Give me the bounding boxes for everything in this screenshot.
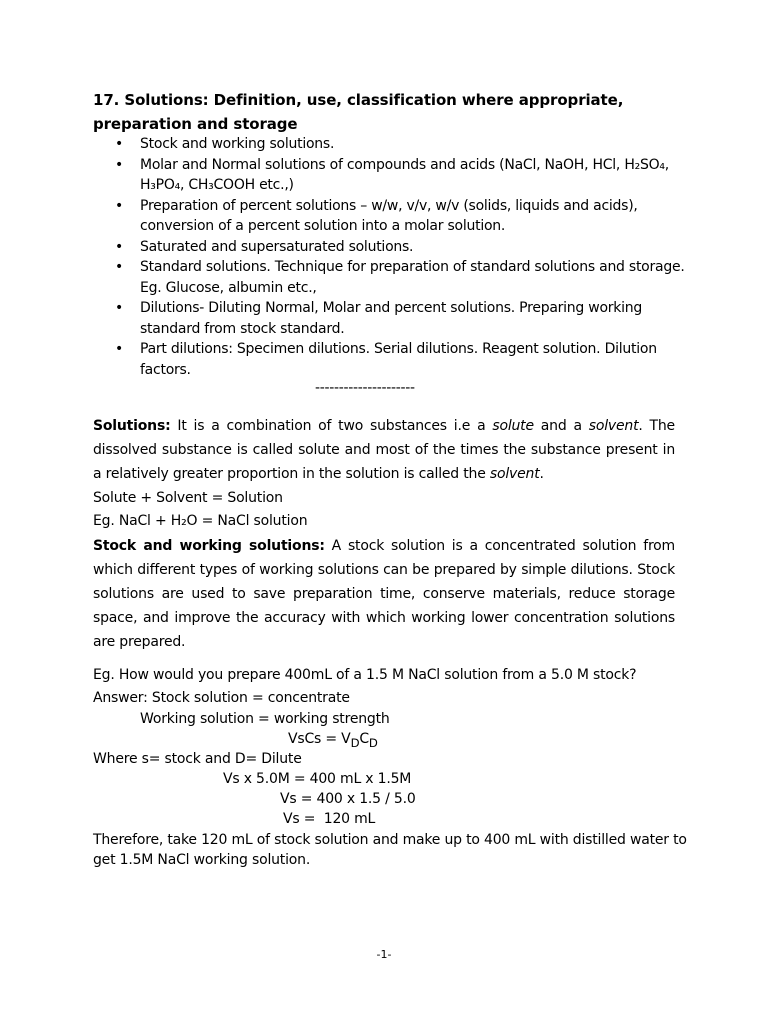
formula-line: VsCs = $V_DC_D$: [288, 731, 378, 750]
step-2: Vs = 400 x 1.5 / 5.0: [280, 791, 416, 807]
solutions-text-3: . The dissolved substance is called solute and most of the times the substance present in a relatively greater proportion in the solution is called the: [93, 418, 675, 482]
step-3: Vs = 120 mL: [283, 811, 376, 827]
solutions-text-2: and a: [533, 418, 589, 434]
stock-text: A stock solution is a concentrated solution from which different types of working solutions can be prepared by simple dilutions. Stock solutions are used to save preparation time, conserve materials, reduce storage space, and improve the accuracy with which working lower concentration solutions are prepared.: [93, 538, 675, 650]
conclusion-paragraph: Therefore, take 120 mL of stock solution and make up to 400 mL with distilled water to get 1.5M NaCl working solution.: [93, 832, 687, 868]
solvent-term-2: solvent: [489, 466, 540, 482]
solutions-paragraph: [93, 414, 675, 486]
stock-paragraph: [93, 534, 675, 654]
where-line: Where s= stock and D= Dilute: [93, 751, 302, 767]
example-question: Eg. How would you prepare 400mL of a 1.5 M NaCl solution from a 5.0 M stock?: [93, 667, 637, 683]
example-line: Eg. NaCl + H₂O = NaCl solution: [93, 513, 308, 529]
topic-list: [93, 134, 693, 380]
solvent-term: solvent: [588, 418, 639, 434]
list-item: • Standard solutions. Technique for preparation of standard solutions and storage. Eg. Glucose, albumin etc.,: [93, 257, 693, 298]
solutions-text-1: It is a combination of two substances i.e a: [170, 418, 493, 434]
list-item: • Saturated and supersaturated solutions.: [93, 237, 693, 258]
solute-term: solute: [492, 418, 534, 434]
section-title: 17. Solutions: Definition, use, classification where appropriate, preparation and storage: [93, 91, 624, 133]
equation-line: Solute + Solvent = Solution: [93, 490, 283, 506]
list-item: • Part dilutions: Specimen dilutions. Serial dilutions. Reagent solution. Dilution factors.: [93, 339, 693, 380]
solutions-label: Solutions:: [93, 418, 171, 434]
section-divider: ---------------------: [315, 380, 415, 396]
page-number: -1-: [376, 948, 392, 961]
working-line: Working solution = working strength: [140, 711, 390, 727]
stock-label: Stock and working solutions:: [93, 538, 325, 554]
list-item: • Preparation of percent solutions – w/w, v/v, w/v (solids, liquids and acids), conversion of a percent solution into a molar solution.: [93, 196, 693, 237]
list-item: • Dilutions- Diluting Normal, Molar and percent solutions. Preparing working standard from stock standard.: [93, 298, 693, 339]
answer-line: Answer: Stock solution = concentrate: [93, 690, 350, 706]
list-item: • Molar and Normal solutions of compounds and acids (NaCl, NaOH, HCl, H₂SO₄, H₃PO₄, CH₃COOH etc.,): [93, 155, 693, 196]
step-1: Vs x 5.0M = 400 mL x 1.5M: [223, 771, 412, 787]
solutions-text-4: .: [539, 466, 544, 482]
list-item: • Stock and working solutions.: [93, 134, 693, 155]
